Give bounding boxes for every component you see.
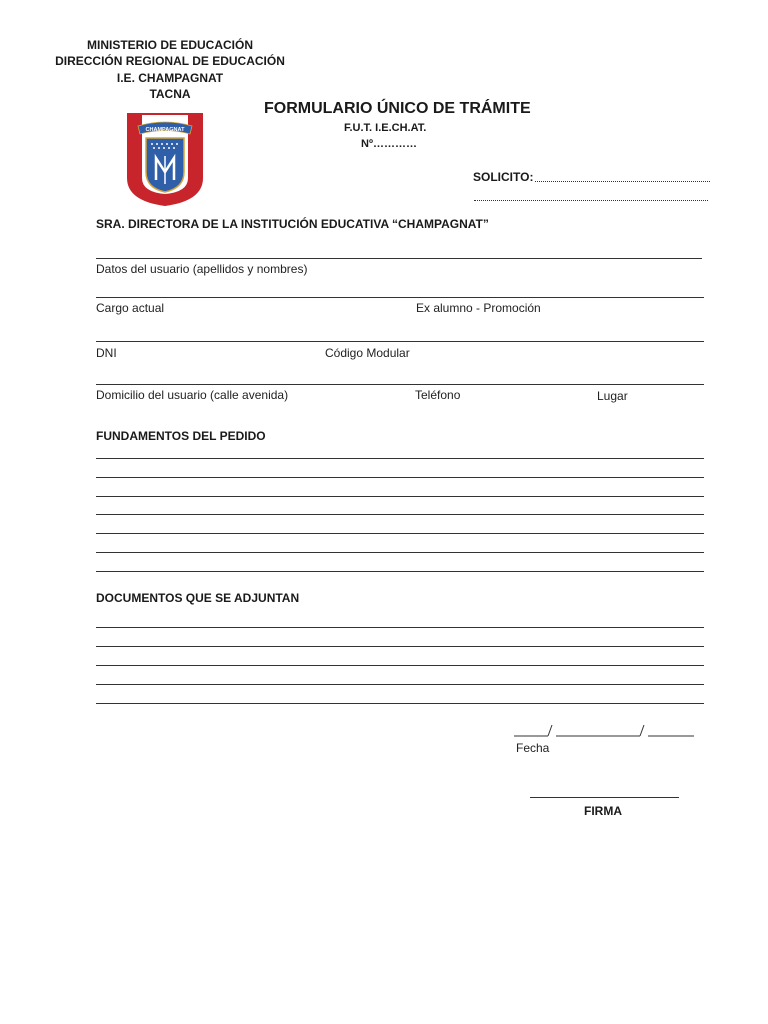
documents-line[interactable]: [96, 646, 704, 647]
regional-direction-heading: DIRECCIÓN REGIONAL DE EDUCACIÓN: [55, 54, 285, 68]
solicito-label: SOLICITO:: [473, 170, 534, 184]
form-code: F.U.T. I.E.CH.AT.: [344, 122, 427, 134]
request-grounds-heading: FUNDAMENTOS DEL PEDIDO: [96, 429, 266, 443]
address-label: Domicilio del usuario (calle avenida): [96, 388, 289, 402]
modular-code-label: Código Modular: [325, 346, 410, 360]
grounds-line[interactable]: [96, 458, 704, 459]
dni-field-line[interactable]: [96, 341, 704, 342]
addressee-heading: SRA. DIRECTORA DE LA INSTITUCIÓN EDUCATIVA “CHAMPAGNAT”: [96, 217, 489, 231]
form-number: Nº…………: [361, 138, 417, 150]
grounds-line[interactable]: [96, 477, 704, 478]
documents-line[interactable]: [96, 627, 704, 628]
grounds-line[interactable]: [96, 571, 704, 572]
svg-text:CHAMPAGNAT: CHAMPAGNAT: [145, 127, 185, 133]
grounds-line[interactable]: [96, 533, 704, 534]
alumni-promotion-label: Ex alumno - Promoción: [416, 301, 541, 315]
user-name-field-line[interactable]: [96, 258, 702, 259]
grounds-line[interactable]: [96, 514, 704, 515]
position-label: Cargo actual: [96, 301, 165, 315]
signature-label: FIRMA: [584, 804, 622, 818]
school-name-heading: I.E. CHAMPAGNAT: [116, 71, 224, 85]
date-field[interactable]: [512, 722, 696, 738]
position-field-line[interactable]: [96, 297, 704, 298]
solicito-line-1[interactable]: [535, 181, 710, 182]
city-heading: TACNA: [149, 87, 191, 101]
documents-line[interactable]: [96, 703, 704, 704]
ministry-heading: MINISTERIO DE EDUCACIÓN: [86, 38, 253, 52]
attached-documents-heading: DOCUMENTOS QUE SE ADJUNTAN: [96, 591, 300, 605]
documents-line[interactable]: [96, 684, 704, 685]
place-label: Lugar: [597, 389, 628, 403]
school-crest-logo: [124, 108, 206, 206]
grounds-line[interactable]: [96, 552, 704, 553]
dni-label: DNI: [96, 346, 117, 360]
date-label: Fecha: [516, 741, 550, 755]
user-name-label: Datos del usuario (apellidos y nombres): [96, 262, 308, 276]
documents-line[interactable]: [96, 665, 704, 666]
signature-line[interactable]: [530, 797, 679, 798]
form-title: FORMULARIO ÚNICO DE TRÁMITE: [264, 100, 531, 117]
phone-label: Teléfono: [415, 388, 461, 402]
address-field-line[interactable]: [96, 384, 704, 385]
solicito-line-2[interactable]: [474, 200, 708, 201]
grounds-line[interactable]: [96, 496, 704, 497]
